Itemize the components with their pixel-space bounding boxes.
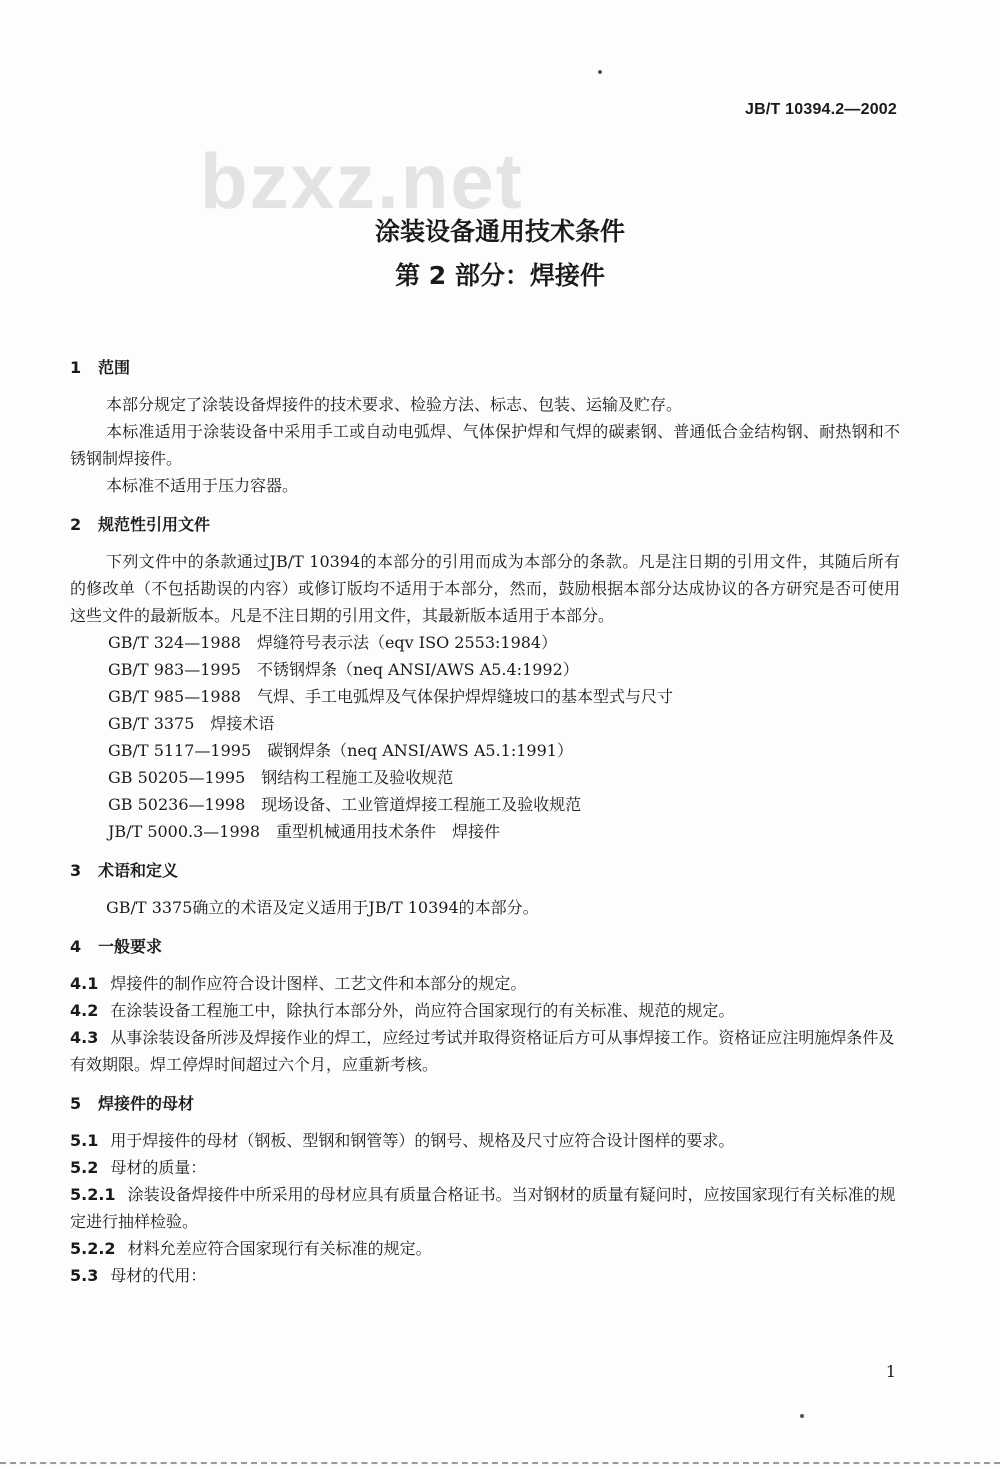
clause-number: 5.3 [70, 1266, 99, 1285]
reference-entry [70, 656, 900, 683]
section-number: 4 [70, 937, 82, 956]
section-number: 1 [70, 358, 82, 377]
clause-text: 从事涂装设备所涉及焊接作业的焊工，应经过考试并取得资格证后方可从事焊接工作。资格证应注明施焊条件及有效期限。焊工停焊时间超过六个月，应重新考核。 [70, 1028, 895, 1074]
reference-title: 不锈钢焊条（neq ANSI/AWS A5.4:1992） [256, 660, 579, 679]
section-title: 术语和定义 [98, 861, 179, 880]
reference-code: GB/T 983—1995 [108, 660, 241, 679]
reference-code: GB 50205—1995 [108, 768, 246, 787]
clause-text: 材料允差应符合国家现行有关标准的规定。 [127, 1239, 432, 1258]
paragraph: 下列文件中的条款通过JB/T 10394的本部分的引用而成为本部分的条款。凡是注日期的引用文件，其随后所有的修改单（不包括勘误的内容）或修订版均不适用于本部分，然而，鼓励根据本部分达成协议的各方研究是否可使用这些文件的最新版本。凡是不注日期的引用文件，其最新版本适用于本部分。 [70, 552, 900, 625]
scan-edge-line [0, 1462, 1000, 1464]
section-title: 一般要求 [98, 937, 163, 956]
paragraph: 本部分规定了涂装设备焊接件的技术要求、检验方法、标志、包装、运输及贮存。 [106, 395, 683, 414]
reference-code: GB/T 5117—1995 [108, 741, 252, 760]
clause-number: 4.3 [70, 1028, 99, 1047]
section-heading [70, 1090, 900, 1117]
reference-code: GB/T 324—1988 [108, 633, 241, 652]
section-number: 2 [70, 515, 82, 534]
page-number: 1 [885, 1362, 896, 1381]
clause-number: 5.2.2 [70, 1239, 116, 1258]
section-number: 3 [70, 861, 82, 880]
clause-text: 在涂装设备工程施工中，除执行本部分外，尚应符合国家现行的有关标准、规范的规定。 [110, 1001, 735, 1020]
reference-code: GB/T 985—1988 [108, 687, 241, 706]
reference-entry [70, 764, 900, 791]
clause [70, 997, 900, 1024]
section-heading [70, 933, 900, 960]
clause [70, 1024, 900, 1078]
section-title: 规范性引用文件 [98, 515, 211, 534]
clause [70, 1235, 900, 1262]
paragraph: 本标准适用于涂装设备中采用手工或自动电弧焊、气体保护焊和气焊的碳素钢、普通低合金结构钢、耐热钢和不锈钢制焊接件。 [70, 422, 900, 468]
reference-title: 钢结构工程施工及验收规范 [261, 768, 454, 787]
clause-number: 4.2 [70, 1001, 99, 1020]
section-number: 5 [70, 1094, 82, 1113]
watermark: bzxz.net [200, 137, 524, 225]
reference-code: JB/T 5000.3—1998 [108, 822, 261, 841]
paragraph: GB/T 3375确立的术语及定义适用于JB/T 10394的本部分。 [106, 898, 539, 917]
reference-entry [70, 818, 900, 845]
reference-title: 现场设备、工业管道焊接工程施工及验收规范 [261, 795, 582, 814]
reference-title: 气焊、手工电弧焊及气体保护焊焊缝坡口的基本型式与尺寸 [256, 687, 673, 706]
section-heading [70, 857, 900, 884]
document-subtitle: 第 2 部分：焊接件 [395, 261, 605, 290]
section-title: 焊接件的母材 [98, 1094, 195, 1113]
clause-text: 涂装设备焊接件中所采用的母材应具有质量合格证书。当对钢材的质量有疑问时，应按国家现行有关标准的规定进行抽样检验。 [70, 1185, 896, 1231]
clause-text: 母材的质量： [110, 1158, 207, 1177]
reference-title: 重型机械通用技术条件 焊接件 [276, 822, 501, 841]
clause-text: 母材的代用： [110, 1266, 207, 1285]
clause [70, 970, 900, 997]
clause-number: 5.1 [70, 1131, 99, 1150]
reference-entry [70, 737, 900, 764]
section-heading [70, 511, 900, 538]
reference-title: 焊缝符号表示法（eqv ISO 2553:1984） [256, 633, 558, 652]
clause [70, 1181, 900, 1235]
reference-entry [70, 791, 900, 818]
document-body [70, 340, 900, 1289]
clause-number: 5.2.1 [70, 1185, 116, 1204]
clause-text: 焊接件的制作应符合设计图样、工艺文件和本部分的规定。 [110, 974, 527, 993]
clause-number: 5.2 [70, 1158, 99, 1177]
reference-entry [70, 710, 900, 737]
reference-title: 焊接术语 [210, 714, 275, 733]
clause-number: 4.1 [70, 974, 99, 993]
section-title: 范围 [98, 358, 131, 377]
reference-code: GB/T 3375 [108, 714, 195, 733]
reference-entry [70, 683, 900, 710]
clause [70, 1127, 900, 1154]
clause [70, 1154, 900, 1181]
paragraph: 本标准不适用于压力容器。 [106, 476, 299, 495]
reference-code: GB 50236—1998 [108, 795, 246, 814]
clause-text: 用于焊接件的母材（钢板、型钢和钢管等）的钢号、规格及尺寸应符合设计图样的要求。 [110, 1131, 735, 1150]
reference-title: 碳钢焊条（neq ANSI/AWS A5.1:1991） [267, 741, 573, 760]
scan-speck [598, 70, 602, 74]
clause [70, 1262, 900, 1289]
document-title: 涂装设备通用技术条件 [374, 217, 625, 246]
section-heading [70, 354, 900, 381]
standard-number: JB/T 10394.2—2002 [745, 101, 897, 118]
reference-entry [70, 629, 900, 656]
scan-speck [800, 1414, 804, 1418]
